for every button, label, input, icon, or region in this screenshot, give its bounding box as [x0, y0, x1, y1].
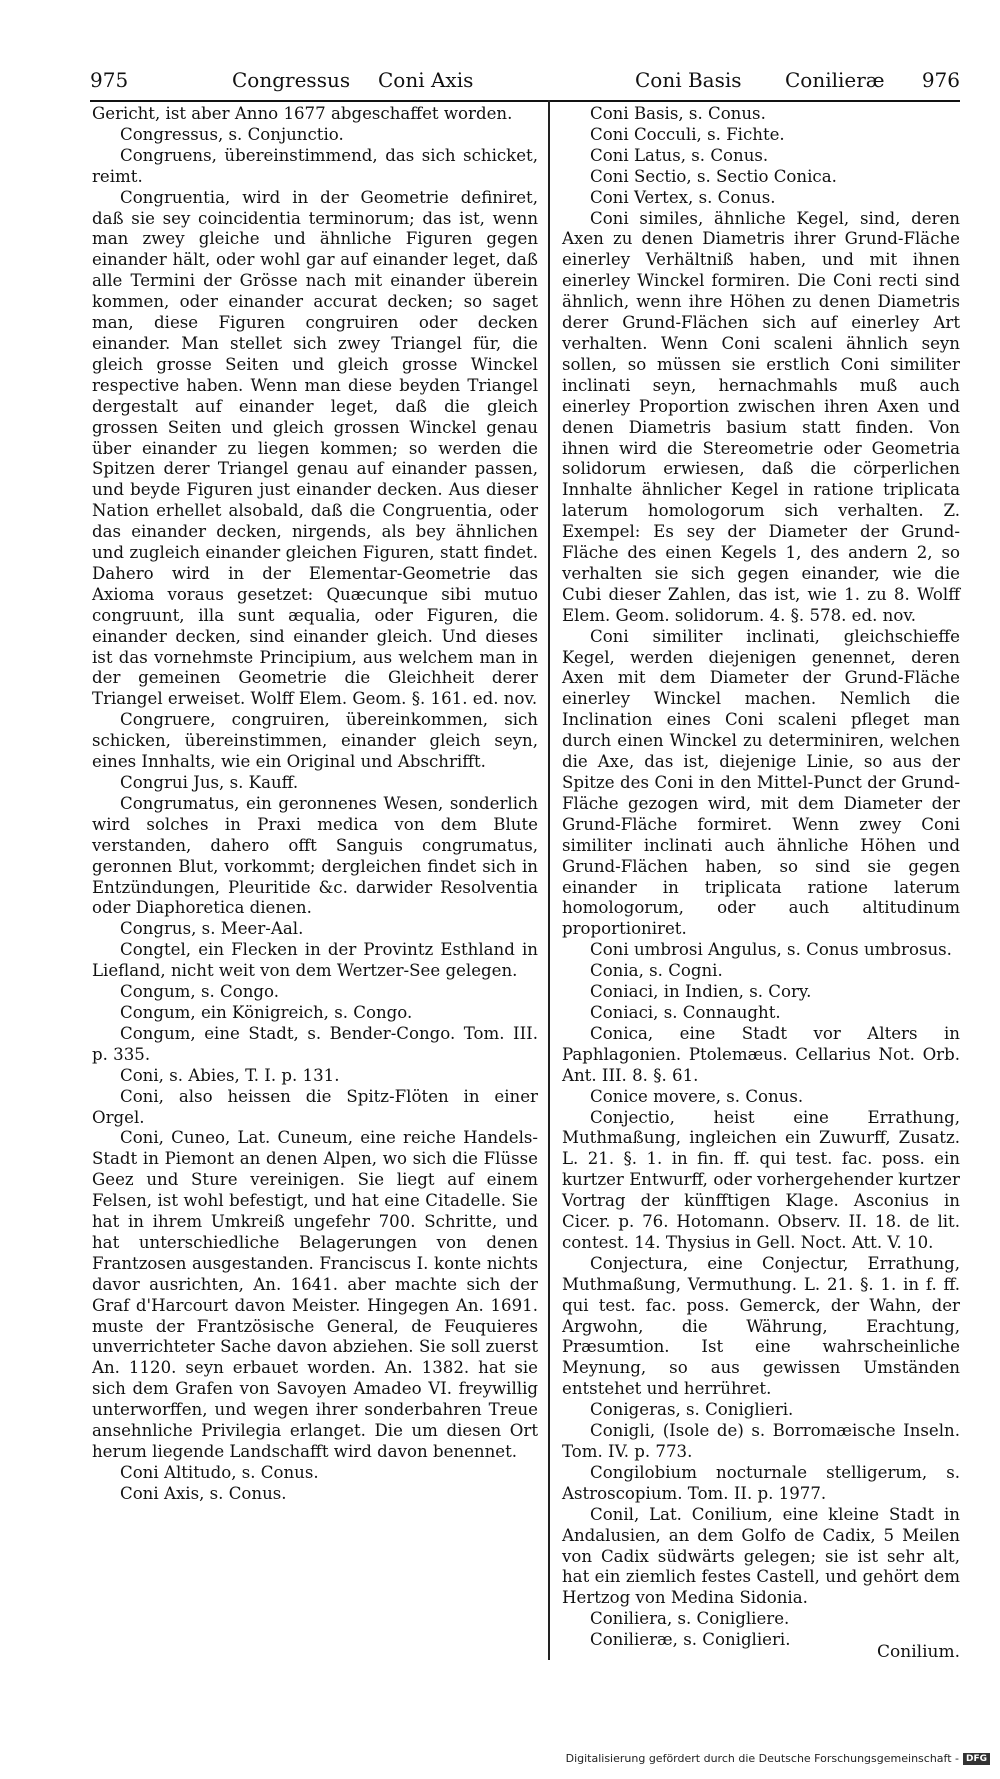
entry-paragraph: Congtel, ein Flecken in der Provintz Esthland in Liefland, nicht weit von dem Wertzer-See gelegen. [92, 940, 538, 981]
page-header [90, 62, 960, 102]
entry-paragraph: Coni Cocculi, s. Fichte. [590, 124, 785, 144]
entry-paragraph: Coni Altitudo, s. Conus. [120, 1462, 319, 1482]
entry-paragraph: Conjectura, eine Conjectur, Errathung, Muthmaßung, Vermuthung. L. 21. §. 1. in f. ff. qui test. fac. poss. Gemerck, der Wahn, der Argwohn, die Währung, Erachtung, Præsumtion. Ist eine wahrscheinliche Meynung, so aus gewissen Umständen entstehet und herrühret. [562, 1253, 960, 1399]
left-column [92, 104, 538, 1505]
entry-paragraph: Congum, eine Stadt, s. Bender-Congo. Tom. III. p. 335. [92, 1023, 538, 1064]
catchword: Conilium. [877, 1642, 960, 1662]
entry-paragraph: Congum, ein Königreich, s. Congo. [120, 1002, 413, 1022]
entry-paragraph: Conilieræ, s. Coniglieri. [590, 1630, 791, 1650]
entry-paragraph: Coni Latus, s. Conus. [590, 145, 769, 165]
entry-paragraph: Coni, Cuneo, Lat. Cuneum, eine reiche Handels-Stadt in Piemont an denen Alpen, wo sich die Flüsse Geez und Sture vereinigen. Sie liegt auf einem Felsen, ist wohl befestigt, und hat eine Citadelle. Sie hat in ihrem Umkreiß ungefehr 700. Schritte, und hat unterschiedliche Belagerungen von denen Frantzosen ausgestanden. Franciscus I. konte nichts davor ausrichten, An. 1641. aber machte sich der Graf d'Harcourt davon Meister. Hingegen An. 1691. muste der Frantzösische General, de Feuquieres unverrichteter Sache davon abziehen. Sie soll zuerst An. 1120. seyn erbauet worden. An. 1382. hat sie sich dem Grafen von Savoyen Amadeo VI. freywillig unterworffen, und wegen ihrer sonderbahren Treue ansehnliche Privilegia erlanget. Die um diesen Ort herum liegende Landschafft wird davon benennet. [92, 1128, 538, 1461]
entry-paragraph: Coniaci, in Indien, s. Cory. [590, 982, 812, 1002]
entry-paragraph: Coni Basis, s. Conus. [590, 104, 766, 123]
entry-paragraph: Congilobium nocturnale stelligerum, s. Astroscopium. Tom. II. p. 1977. [562, 1462, 960, 1503]
entry-paragraph: Congrui Jus, s. Kauff. [120, 773, 299, 792]
entry-paragraph: Coni, s. Abies, T. I. p. 131. [120, 1065, 340, 1085]
entry-paragraph: Coni umbrosi Angulus, s. Conus umbrosus. [590, 940, 952, 960]
entry-paragraph: Congrus, s. Meer-Aal. [120, 919, 304, 939]
entry-paragraph: Coni Sectio, s. Sectio Conica. [590, 166, 837, 186]
header-keyword-3: Coni Basis [635, 68, 742, 92]
entry-paragraph: Conil, Lat. Conilium, eine kleine Stadt in Andalusien, an dem Golfo de Cadix, 5 Meilen von Cadix südwärts gelegen; sie ist sehr alt, hat ein ziemlich festes Castell, und gehört dem Hertzog von Medina Sidonia. [562, 1504, 960, 1608]
header-keyword-4: Conilieræ [785, 68, 885, 92]
entry-paragraph: Coni Vertex, s. Conus. [590, 187, 776, 207]
entry-paragraph: Coniliera, s. Conigliere. [590, 1609, 790, 1629]
entry-paragraph: Gericht, ist aber Anno 1677 abgeschaffet worden. [92, 104, 513, 123]
digitization-footer [566, 1752, 990, 1765]
entry-paragraph: Conica, eine Stadt vor Alters in Paphlagonien. Ptolemæus. Cellarius Not. Orb. Ant. III. 8. §. 61. [562, 1023, 960, 1085]
entry-paragraph: Coni similes, ähnliche Kegel, sind, deren Axen zu denen Diametris ihrer Grund-Fläche einerley Verhältniß haben, und mit ihnen einerley Winckel formiren. Die Coni recti sind ähnlich, wenn ihre Höhen zu denen Diametris derer Grund-Flächen sich auf einerley Art verhalten. Wenn Coni scaleni ähnlich seyn sollen, so müssen sie erstlich Coni similiter inclinati seyn, hernachmahls muß auch einerley Proportion zwischen ihren Axen und denen Diametris basium statt finden. Von ihnen wird die Stereometrie oder Geometria solidorum erwiesen, daß die cörperlichen Innhalte ähnlicher Kegel in ratione triplicata laterum homologorum sich verhalten. Z. Exempel: Es sey der Diameter der Grund-Fläche des einen Kegels 1, des andern 2, so verhalten sie sich gegen einander, wie die Cubi dieser Zahlen, das ist, wie 1. zu 8. Wolff Elem. Geom. solidorum. 4. §. 578. ed. nov. [562, 208, 960, 625]
entry-paragraph: Congruentia, wird in der Geometrie definiret, daß sie sey coincidentia terminorum; das ist, wenn man zwey gleiche und ähnliche Figuren gegen einander hält, oder wohl gar auf einander leget, daß alle Termini der Grösse nach mit einander überein kommen, oder einander accurat decken; so saget man, diese Figuren congruiren oder decken einander. Man stellet sich zwey Triangel für, die gleich grosse Seiten und gleich grosse Winckel respective haben. Wenn man diese beyden Triangel dergestalt auf einander leget, daß die gleich grossen Seiten und gleich grossen Winckel genau über einander zu liegen kommen; so werden die Spitzen derer Triangel genau auf einander passen, und beyde Figuren just einander decken. Aus dieser Nation erhellet alsobald, daß die Congruentia, oder das einander decken, nirgends, als bey ähnlichen und zugleich einander gleichen Figuren, statt findet. Dahero wird in der Elementar-Geometrie das Axioma voraus gesetzet: Quæcunque sibi mutuo congruunt, illa sunt æqualia, oder Figuren, die einander decken, sind einander gleich. Und dieses ist das vornehmste Principium, aus welchem man in der gemeinen Geometrie die Gleichheit derer Triangel erweiset. Wolff Elem. Geom. §. 161. ed. nov. [92, 187, 538, 709]
footer-credit: Digitalisierung gefördert durch die Deutsche Forschungsgemeinschaft - [565, 1752, 959, 1765]
left-page-number: 975 [90, 68, 129, 92]
entry-paragraph: Coni Axis, s. Conus. [120, 1483, 287, 1503]
entry-paragraph: Conigli, (Isole de) s. Borromæische Inseln. Tom. IV. p. 773. [562, 1421, 960, 1461]
right-page-number: 976 [921, 68, 960, 92]
entry-paragraph: Congressus, s. Conjunctio. [120, 124, 344, 144]
column-divider [548, 100, 550, 1660]
entry-paragraph: Conjectio, heist eine Errathung, Muthmaßung, ingleichen ein Zuwurff, Zusatz. L. 21. §. 1. in fin. ff. qui test. fac. poss. ein kurtzer Entwurff, oder vorhergehender kurtzer Vortrag der künfftigen Klage. Asconius in Cicer. p. 76. Hotomann. Observ. II. 18. de lit. contest. 14. Thysius in Gell. Noct. Att. V. 10. [562, 1107, 960, 1252]
entry-paragraph: Coni similiter inclinati, gleichschieffe Kegel, werden diejenigen genennet, deren Axen mit dem Diameter der Grund-Fläche einerley Winckel machen. Nemlich die Inclination eines Coni scaleni pfleget man durch einen Winckel zu determiniren, welchen die Axe, das ist, diejenige Linie, so aus der Spitze des Coni in den Mittel-Punct der Grund-Fläche gezogen wird, mit dem Diameter der Grund-Fläche formiret. Wenn zwey Coni similiter inclinati auch ähnliche Höhen und Grund-Flächen haben, so sind sie gegen einander in triplicata ratione laterum homologorum, oder auch altitudinum proportioniret. [562, 626, 960, 939]
right-column [562, 104, 960, 1651]
entry-paragraph: Congrumatus, ein geronnenes Wesen, sonderlich wird solches in Praxi medica von dem Blute verstanden, dahero offt Sanguis congrumatus, geronnen Blut, vorkommt; dergleichen findet sich in Entzündungen, Pleuritide &c. darwider Resolventia oder Diaphoretica dienen. [92, 793, 538, 918]
entry-paragraph: Congum, s. Congo. [120, 982, 280, 1002]
entry-paragraph: Coni, also heissen die Spitz-Flöten in einer Orgel. [92, 1086, 538, 1127]
header-keyword-2: Coni Axis [378, 68, 474, 92]
dfg-logo-icon: DFG [963, 1753, 990, 1765]
entry-paragraph: Congruens, übereinstimmend, das sich schicket, reimt. [92, 145, 538, 186]
header-keyword-1: Congressus [232, 68, 351, 92]
entry-paragraph: Conigeras, s. Coniglieri. [590, 1400, 794, 1420]
entry-paragraph: Congruere, congruiren, übereinkommen, sich schicken, übereinstimmen, einander gleich seyn, eines Innhalts, wie ein Original und Abschrifft. [92, 710, 538, 772]
entry-paragraph: Coniaci, s. Connaught. [590, 1002, 781, 1022]
entry-paragraph: Conice movere, s. Conus. [590, 1086, 804, 1106]
entry-paragraph: Conia, s. Cogni. [590, 961, 723, 981]
